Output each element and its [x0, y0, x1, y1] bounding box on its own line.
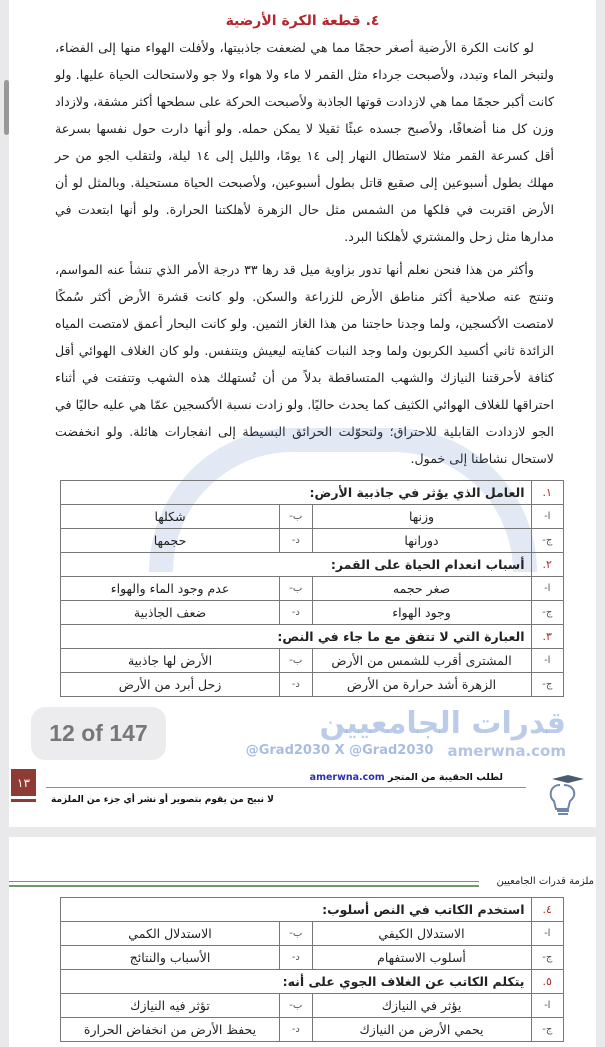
- option-letter: ا-: [531, 922, 563, 946]
- passage-paragraph-2: وأكثر من هذا فنحن نعلم أنها تدور بزاوية ميل قد رها ٣٣ درجة الأمر الذي تنشأ عنه المواسم، وتنتج عنه صلاحية أكثر مناطق الأرض للزراعة والسكن. ولو كانت قشرة الأرض أكثر سُمكًا لامتصت الأكسجين، ولما وجدنا حاجتنا من هذا الغاز الثمين. ولو كانت البحار أعمق لامتصت المياه الزائدة ثاني أكسيد الكربون ولما وجد النبات كفايته ليعيش ويتنفس. ولو كان الغلاف الهوائي أقل كثافة لأحرقتنا النيازك والشهب المتساقطة بدلاً من أن تُستهلك هذه الشهب وتتفتت في أثناء احتراقها للغلاف الهوائي الكثيف كما يحدث حاليًا. ولو زادت نسبة الأكسجين عمّا هي عليه حاليًا في الجو لازدادت القابلية للاحتراق؛ ولتحوّلت الحرائق البسيطة إلى انفجارات هائلة. ولو انخفضت لاستحال نشاطنا إلى خمول.: [55, 262, 554, 466]
- page-footer: [9, 769, 596, 827]
- answer-option[interactable]: عدم وجود الماء والهواء: [61, 577, 280, 601]
- option-letter: د-: [280, 1018, 312, 1042]
- answer-option[interactable]: زحل أبرد من الأرض: [61, 673, 280, 697]
- question-number: ٥.: [531, 970, 563, 994]
- question-row: [61, 898, 564, 922]
- question-text: أسباب انعدام الحياة على القمر:: [61, 553, 532, 577]
- question-text: يتكلم الكاتب عن الغلاف الجوي على أنه:: [61, 970, 532, 994]
- document-page-13: [9, 0, 596, 827]
- answer-option[interactable]: المشترى أقرب للشمس من الأرض: [312, 649, 531, 673]
- watermark-line: [246, 742, 566, 760]
- passage-paragraph-1: لو كانت الكرة الأرضية أصغر حجمًا مما هي لضعفت جاذبيتها، ولأفلت الهواء منها إلى الفضاء، ولتبخر الماء وتبدد، ولأصبحت جرداء مثل القمر لا ماء ولا هواء ولا جو ولاستحالت الحياة عليها. ولو كانت أكبر حجمًا مما هي لازدادت قوتها الجاذبة ولأصبحت الحركة على سطحها أكثر مشقة، ولازداد وزن كل منا أضعافًا، ولأصبح جسده عبئًا ثقيلا لا يمكن حمله. ولو أنها دارت حول نفسها بسرعة أقل كسرعة القمر مثلا لاستطال النهار إلى ١٤ يومًا، والليل إلى ١٤ ليلة، ولتقلب الجو من حر مهلك بطول أسبوعين إلى صقيع قاتل بطول أسبوعين، ولأصبحت الحياة مستحيلة. وبالمثل لو أن الأرض اقتربت في فلكها من الشمس مثل حال الزهرة لأهلكتنا الحرارة. ولو أنها ابتعدت في مدارها مثل زحل والمشتري لأهلكنا البرد.: [55, 40, 554, 244]
- option-letter: ا-: [531, 994, 563, 1018]
- answer-option[interactable]: صغر حجمه: [312, 577, 531, 601]
- question-row: [61, 970, 564, 994]
- footer-warning: لا نبيح من يقوم بتصوير أو نشر أي جزء من الملزمة: [51, 795, 274, 805]
- options-row: [61, 1018, 564, 1042]
- publisher-logo-icon: [538, 769, 588, 819]
- options-row: [61, 649, 564, 673]
- option-letter: ا-: [531, 505, 563, 529]
- options-row: [61, 577, 564, 601]
- option-letter: ج-: [531, 601, 563, 625]
- answer-option[interactable]: يحمي الأرض من النيازك: [312, 1018, 531, 1042]
- answer-option[interactable]: يؤثر في النيازك: [312, 994, 531, 1018]
- question-text: العبارة التي لا تتفق مع ما جاء في النص:: [61, 625, 532, 649]
- answer-option[interactable]: تؤثر فيه النيازك: [61, 994, 280, 1018]
- options-row: [61, 529, 564, 553]
- page-number: ١٣: [11, 769, 36, 799]
- scrollbar[interactable]: [4, 80, 9, 135]
- option-letter: ب-: [280, 649, 312, 673]
- question-text: استخدم الكاتب في النص أسلوب:: [61, 898, 532, 922]
- answer-option[interactable]: شكلها: [61, 505, 280, 529]
- answer-option[interactable]: دورانها: [312, 529, 531, 553]
- options-row: [61, 946, 564, 970]
- header-divider: [9, 881, 479, 887]
- info-strip: [9, 697, 596, 769]
- question-row: [61, 625, 564, 649]
- question-number: ٤.: [531, 898, 563, 922]
- answer-option[interactable]: الاستدلال الكيفي: [312, 922, 531, 946]
- options-row: [61, 505, 564, 529]
- answer-option[interactable]: وجود الهواء: [312, 601, 531, 625]
- answer-option[interactable]: وزنها: [312, 505, 531, 529]
- answer-option[interactable]: ضعف الجاذبية: [61, 601, 280, 625]
- answer-option[interactable]: الاستدلال الكمي: [61, 922, 280, 946]
- question-number: ٣.: [531, 625, 563, 649]
- option-letter: ج-: [531, 529, 563, 553]
- passage-title: ٤. قطعة الكرة الأرضية: [225, 13, 380, 29]
- questions-table: [60, 480, 564, 697]
- option-letter: د-: [280, 673, 312, 697]
- watermark-site: amerwna.com: [447, 742, 566, 760]
- question-row: [61, 553, 564, 577]
- answer-option[interactable]: الأرض لها جاذبية: [61, 649, 280, 673]
- document-page-14: [9, 837, 596, 1047]
- page-counter: 12 of 147: [31, 707, 166, 760]
- option-letter: ب-: [280, 577, 312, 601]
- answer-option[interactable]: الأسباب والنتائج: [61, 946, 280, 970]
- answer-option[interactable]: الزهرة أشد حرارة من الأرض: [312, 673, 531, 697]
- watermark: [246, 706, 566, 760]
- option-letter: ج-: [531, 1018, 563, 1042]
- option-letter: ج-: [531, 673, 563, 697]
- footer-divider: [46, 787, 526, 788]
- footer-order-text: [310, 771, 503, 785]
- question-row: [61, 481, 564, 505]
- option-letter: د-: [280, 529, 312, 553]
- page-header: ملزمة قدرات الجامعيين: [493, 875, 594, 889]
- question-number: ١.: [531, 481, 563, 505]
- options-row: [61, 994, 564, 1018]
- question-number: ٢.: [531, 553, 563, 577]
- option-letter: د-: [280, 601, 312, 625]
- watermark-handle: @Grad2030 X @Grad2030: [245, 743, 434, 758]
- watermark-title: قدرات الجامعيين: [319, 706, 566, 741]
- option-letter: ا-: [531, 649, 563, 673]
- options-row: [61, 673, 564, 697]
- question-text: العامل الذي يؤثر في جاذبية الأرض:: [61, 481, 532, 505]
- answer-option[interactable]: يحفظ الأرض من انخفاض الحرارة: [61, 1018, 280, 1042]
- option-letter: د-: [280, 946, 312, 970]
- options-row: [61, 922, 564, 946]
- option-letter: ج-: [531, 946, 563, 970]
- answer-option[interactable]: أسلوب الاستفهام: [312, 946, 531, 970]
- option-letter: ب-: [280, 505, 312, 529]
- option-letter: ب-: [280, 922, 312, 946]
- options-row: [61, 601, 564, 625]
- questions-table: [60, 897, 564, 1042]
- option-letter: ب-: [280, 994, 312, 1018]
- answer-option[interactable]: حجمها: [61, 529, 280, 553]
- option-letter: ا-: [531, 577, 563, 601]
- page-header-bar: [9, 837, 596, 895]
- footer-order-label: لطلب الحقيبة من المتجر: [388, 772, 503, 783]
- footer-site-link[interactable]: amerwna.com: [309, 772, 385, 783]
